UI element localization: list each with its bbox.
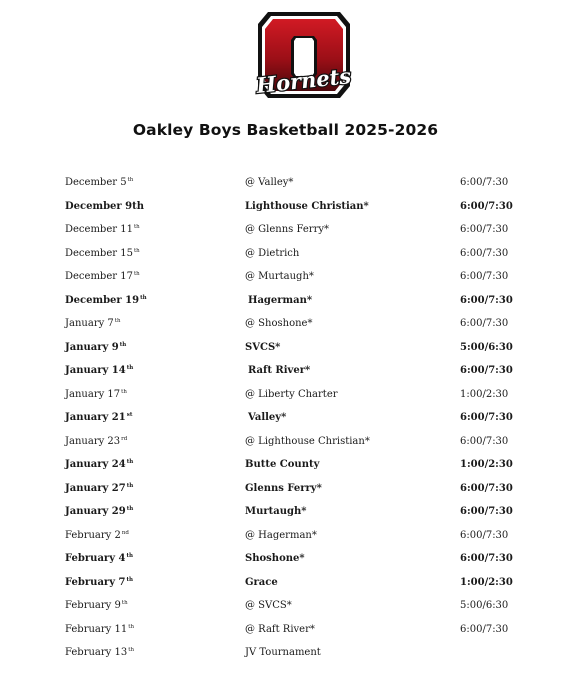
game-opponent: @ Dietrich (245, 247, 300, 259)
game-time: 6:00/7:30 (460, 553, 513, 564)
date-ordinal-suffix: th (128, 647, 134, 653)
table-row (65, 218, 535, 242)
game-date: February 11th (65, 623, 134, 635)
game-opponent: Butte County (245, 459, 320, 470)
logo-hornets-text: Hornets (255, 63, 353, 98)
date-ordinal-suffix: th (140, 294, 147, 301)
table-row (65, 289, 535, 313)
game-time: 1:00/2:30 (460, 459, 513, 470)
game-opponent: JV Tournament (245, 647, 321, 658)
game-opponent: Shoshone* (245, 553, 305, 564)
table-row (65, 500, 535, 524)
game-date: January 21st (65, 412, 133, 423)
game-opponent: Lighthouse Christian* (245, 200, 369, 212)
game-date: January 29th (65, 506, 134, 517)
game-time: 6:00/7:30 (460, 247, 509, 259)
game-date: December 11th (65, 224, 140, 235)
date-ordinal-suffix: th (126, 459, 134, 465)
table-row (65, 195, 535, 219)
game-time: 6:00/7:30 (460, 482, 513, 494)
game-opponent: @ Shoshone* (245, 318, 313, 329)
game-date: December 9th (65, 200, 145, 212)
date-ordinal-suffix: th (133, 247, 140, 254)
game-time: 6:00/7:30 (460, 224, 509, 235)
game-opponent: Grace (245, 576, 278, 588)
date-ordinal-suffix: th (127, 177, 134, 183)
game-time: 6:00/7:30 (460, 200, 513, 212)
game-time: 6:00/7:30 (460, 294, 513, 306)
game-date: December 17th (65, 271, 140, 282)
game-opponent: Raft River* (248, 365, 311, 376)
game-time: 5:00/6:30 (460, 600, 509, 611)
table-row (65, 641, 535, 665)
game-opponent: Glenns Ferry* (245, 482, 322, 494)
game-date: February 4th (65, 553, 133, 564)
date-ordinal-suffix: st (126, 412, 133, 418)
table-row (65, 383, 535, 407)
game-opponent: SVCS* (245, 341, 281, 353)
date-ordinal-suffix: th (119, 341, 127, 348)
date-ordinal-suffix: nd (121, 529, 129, 536)
game-date: December 19th (65, 294, 147, 306)
table-row (65, 618, 535, 642)
game-time: 6:00/7:30 (460, 435, 509, 447)
date-ordinal-suffix: rd (121, 435, 128, 442)
date-ordinal-suffix: th (126, 482, 134, 489)
table-row (65, 265, 535, 289)
game-time: 1:00/2:30 (460, 576, 513, 588)
game-date: December 15th (65, 247, 140, 259)
game-time: 1:00/2:30 (460, 388, 509, 400)
date-ordinal-suffix: th (114, 318, 121, 324)
game-time: 6:00/7:30 (460, 177, 509, 188)
table-row (65, 242, 535, 266)
game-opponent: @ Raft River* (245, 623, 315, 635)
game-opponent: @ Liberty Charter (245, 388, 338, 400)
date-ordinal-suffix: th (133, 224, 140, 230)
game-opponent: @ Glenns Ferry* (245, 224, 329, 235)
game-date: January 24th (65, 459, 134, 470)
game-time: 6:00/7:30 (460, 271, 509, 282)
game-date: January 14th (65, 365, 134, 376)
game-time: 6:00/7:30 (460, 623, 509, 635)
table-row (65, 359, 535, 383)
date-ordinal-suffix: th (133, 271, 140, 277)
game-date: January 17th (65, 388, 127, 400)
page-title: Oakley Boys Basketball 2025-2026 (132, 121, 439, 139)
table-row (65, 430, 535, 454)
date-ordinal-suffix: th (126, 576, 133, 583)
game-opponent: Valley* (248, 412, 287, 423)
game-date: January 7th (65, 318, 121, 329)
table-row (65, 336, 535, 360)
game-time: 6:00/7:30 (460, 365, 513, 376)
game-opponent: @ Murtaugh* (245, 271, 314, 282)
table-row (65, 547, 535, 571)
game-time: 5:00/6:30 (460, 341, 513, 353)
game-date: January 23rd (65, 435, 128, 447)
date-ordinal-suffix: th (128, 623, 134, 630)
date-ordinal-suffix: th (121, 388, 127, 395)
table-row (65, 477, 535, 501)
game-opponent: @ Valley* (245, 177, 294, 188)
game-time: 6:00/7:30 (460, 506, 513, 517)
date-ordinal-suffix: th (126, 506, 134, 512)
game-time: 6:00/7:30 (460, 529, 509, 541)
schedule-table (65, 171, 535, 665)
table-row (65, 453, 535, 477)
game-time: 6:00/7:30 (460, 318, 509, 329)
game-opponent: @ Hagerman* (245, 529, 317, 541)
game-date: February 9th (65, 600, 128, 611)
table-row (65, 406, 535, 430)
table-row (65, 594, 535, 618)
game-date: February 7th (65, 576, 133, 588)
date-ordinal-suffix: th (126, 553, 133, 559)
date-ordinal-suffix: th (121, 600, 128, 606)
game-opponent: @ Lighthouse Christian* (245, 435, 370, 447)
game-date: February 2nd (65, 529, 129, 541)
game-opponent: Hagerman* (248, 294, 313, 306)
game-date: January 9th (65, 341, 127, 353)
table-row (65, 171, 535, 195)
game-date: January 27th (65, 482, 134, 494)
game-opponent: @ SVCS* (245, 600, 292, 611)
oakley-hornets-logo (254, 8, 354, 103)
game-time: 6:00/7:30 (460, 412, 513, 423)
game-date: December 5th (65, 177, 134, 188)
table-row (65, 524, 535, 548)
table-row (65, 571, 535, 595)
date-ordinal-suffix: th (126, 365, 134, 371)
game-opponent: Murtaugh* (245, 506, 307, 517)
table-row (65, 312, 535, 336)
game-date: February 13th (65, 647, 134, 658)
